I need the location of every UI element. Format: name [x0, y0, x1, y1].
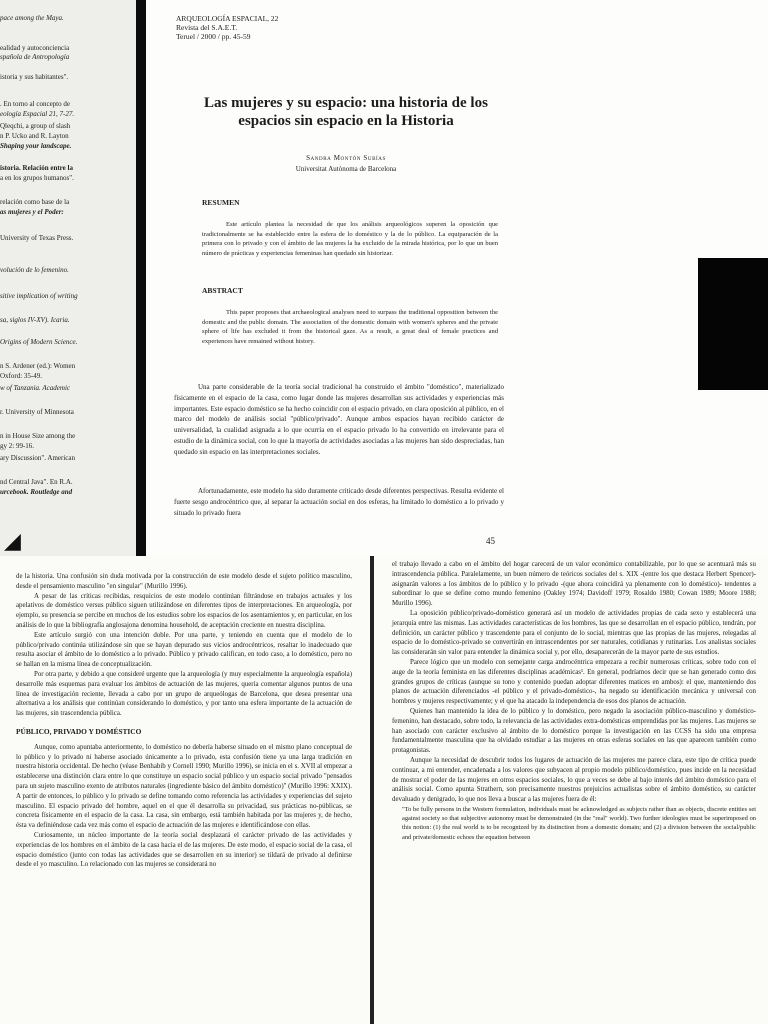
ref-line: n P. Ucko and R. Layton: [0, 132, 69, 140]
binding-shadow: [136, 0, 146, 556]
ref-line: eología Espacial 21, 7-27.: [0, 110, 75, 118]
article-affiliation: Universitat Autònoma de Barcelona: [295, 165, 397, 173]
body-paragraph: Curiosamente, un núcleo importante de la teoría social desplazará el carácter privado de las actividades y experiencias de los hombres en el ámbito de la casa hacia el de las mujeres. De este modo, el espacio social de la casa, el espacio doméstico (junto con todas las actividades que se desarrollen en su interior) se tildará de privado al definirse desde el yo masculino. Lo relacionado con las mujeres se considerará no: [16, 831, 352, 869]
block-quote: "To be fully persons in the Western formulation, individuals must be acknowledged as subjects rather than as objects, discrete entities set against society so that subjective autonomy must be demonstrated (in the "real" world). Two further ideologies must be superimposed on this notion: (1) the real world is to be recognized by its distinction from a domestic domain; and (2) a division between the social/public and private/domestic echoes the equation between: [402, 805, 756, 841]
ref-line: pace among the Maya.: [0, 14, 64, 22]
abstract-text: This paper proposes that archaeological analyses need to surpass the traditional opposition between the domestic and the public domain. The association of the domestic domain with women's spheres and the private sphere of life has excluded it from the historical gaze. As a result, a great deal of female practices and experiences have remained without history.: [202, 309, 498, 345]
body-paragraph: A pesar de las críticas recibidas, resquicios de este modelo continúan filtrándose en trabajos actuales y los apelativos de doméstico versus público siguen utilizándose en diferentes tipos de interpretaciones. En arqueología, por ejemplo, su presencia se percibe en muchos de los estudios sobre los espacios de los asentamientos y, en particular, en los análisis de lo que la bibliografía anglosajona denomina household, de aceptación creciente en nuestra disciplina.: [16, 592, 352, 629]
ref-line: relación como base de la: [0, 198, 70, 206]
body-paragraph: el trabajo llevado a cabo en el ámbito del hogar carecerá de un valor económico contabilizable, por lo que se acentuará más su intrascendencia pública. Paralelamente, un buen número de teóricos sociales del s. XIX -(entre los que destaca Herbert Spencer)- asignarán valores a los ámbitos de lo público y lo privado -(que ahora coincidirá ya plenamente con lo doméstico)- tendentes a subordinar lo que se define como mundo femenino (Oakley 1974; Davidoff 1979; Rosaldo 1980; Cowan 1989; Moore 1988; Murillo 1996).: [392, 561, 756, 608]
references-fragment: [0, 0, 136, 556]
page-number: 45: [486, 536, 495, 546]
article-page-right: [370, 556, 768, 1024]
resumen-heading: RESUMEN: [202, 198, 240, 207]
ref-line: Qleqchi, a group of slash: [0, 122, 71, 130]
body-paragraph: Este artículo surgió con una intención doble. Por una parte, y teniendo en cuenta que el modelo de lo público/privado continúa utilizándose sin que se hayan depurado sus vicios androcéntricos, resaltar lo inadecuado que resulta asociar el ámbito de lo doméstico a lo privado. Público y privado califican, en todo caso, a lo doméstico, pero no se hallan en la misma línea de conceptualización.: [16, 631, 352, 669]
body-paragraph: Aunque la necesidad de descubrir todos los lugares de actuación de las mujeres me parece clara, este tipo de crítica puede continuar, a mi entender, encadenada a los valores que subyacen al propio modelo público/doméstico, pues incide en la necesidad de mostrar el poder de las mujeres en otros espacios sociales, lo que a veces se debe al bajo interés del ámbito doméstico para el análisis social. Como apunta Strathern, son precisamente nuestros prejuicios actualistas sobre el ámbito doméstico, su carácter devaluado y denigrado, lo que nos lleva a buscar a las mujeres fuera de él:: [392, 756, 756, 804]
ref-line: n S. Ardener (ed.): Women: [0, 362, 76, 370]
resumen-text: Este artículo plantea la necesidad de que los análisis arqueológicos superen la oposición que tradicionalmente se ha establecido entre la esfera de lo doméstico y la de lo público. La equiparación de la primera con lo privado y con el ámbito de las mujeres la ha excluido de la mirada histórica, por lo que un buen número de prácticas y experiencias femeninas han quedado sin historizar.: [202, 221, 498, 257]
body-paragraph: de la historia. Una confusión sin duda motivada por la construcción de este modelo desde el sujeto político masculino, desde el pensamiento masculino "en singular" (Murillo 1996).: [16, 573, 352, 590]
ref-line: University of Texas Press.: [0, 234, 74, 242]
ref-line: urcebook. Routledge and: [0, 488, 73, 496]
page-text: [392, 560, 756, 842]
ref-line: Shaping your landscape.: [0, 142, 72, 150]
ref-line: spañola de Antropología: [0, 53, 70, 61]
body-paragraph: Quienes han mantenido la idea de lo público y lo doméstico, pero negado la asociación público-masculino y doméstico-femenino, han destacado, sobre todo, la relevancia de las actividades extra-domésticas emprendidas por las mujeres. Las mujeres se han asociado con carácter exclusivo al ámbito de lo doméstico porque la investigación en las CCSS ha sido una empresa fundamentalmente masculina que ha olvidado estudiar a las mujeres en otras esferas sociales en las que aparecen también como protagonistas.: [392, 707, 756, 755]
ref-line: sa, siglos IV-XV). Icaria.: [0, 316, 70, 324]
body-paragraph: Una parte considerable de la teoría social tradicional ha construido el ámbito "doméstico", materializado físicamente en el espacio de la casa, como lugar donde las mujeres desarrollan sus actividades y experiencias más importantes. Este espacio doméstico se ha hecho coincidir con el espacio privado, en clara oposición al público, en el marco del modelo de análisis social "público/privado". Aunque ambos espacios hayan recibido carácter de universalidad, la cualidad asignada a lo que ocurría en el espacio privado lo ha convertido en irrelevante para el estudio de la dinámica social, con lo que la mayoría de actividades asociadas a las mujeres han sido despreciadas, han quedado sin espacio en las interpretaciones sociales.: [174, 383, 504, 456]
ref-line: a en los grupos humanos".: [0, 174, 74, 182]
ref-line: . En torno al concepto de: [0, 100, 70, 108]
page-text: [16, 572, 352, 870]
article-author: Sandra Montón Subías: [306, 154, 386, 162]
ref-line: ealidad y autoconciencia: [0, 44, 70, 52]
section-heading: PÚBLICO, PRIVADO Y DOMÉSTICO: [16, 726, 142, 736]
journal-subtitle: Revista del S.A.E.T.: [176, 23, 238, 32]
article-first-page: [136, 0, 768, 556]
body-paragraph: Afortunadamente, este modelo ha sido duramente criticado desde diferentes perspectivas. Resulta evidente el fuerte sesgo androcéntrico que, al separar la actuación social en dos esferas, ha limitado lo doméstico a lo privado y situado lo privado fuera: [174, 487, 504, 517]
binding-shadow: [370, 556, 374, 1024]
ref-line: volución de lo femenino.: [0, 266, 69, 274]
previous-page-fragment: [0, 0, 136, 556]
body-paragraph: Parece lógico que un modelo con semejante carga androcéntrica empezara a recibir numerosas críticas, sobre todo con el auge de la teoría feminista en las diferentes disciplinas académicas¹. En general, podríamos decir que se han generado como dos grandes grupos de críticas (aunque su tono y contenido puedan adoptar diferentes matices en ambos): el que, manteniendo dos planos de actuación diferenciados -el público y el privado-doméstico-, ha negado su identificación mecánica y universal con hombres y mujeres respectivamente; y el que ha atacado la independencia de esos dos planos de actuación.: [392, 658, 756, 706]
ref-line: nd Central Java". En R.A.: [0, 478, 73, 486]
ref-line: Origins of Modern Science.: [0, 338, 78, 346]
ref-line: n in House Size among the: [0, 432, 76, 440]
journal-citation: Teruel / 2000 / pp. 45-59: [176, 32, 251, 41]
ref-line: r. University of Minnesota: [0, 408, 74, 416]
scan-corner-mark: ◢: [4, 528, 21, 553]
ref-line: sitive implication of writing: [0, 292, 78, 300]
ref-line: Oxford: 35-49.: [0, 372, 42, 380]
body-paragraph: Aunque, como apuntaba anteriormente, lo doméstico no debería haberse situado en el mismo plano conceptual de lo público y lo privado ni haberse asociado únicamente a lo privado, esta confusión tiene ya una larga tradición en nuestra historia occidental. De hecho (véase Benhabib y Cornell 1990; Murillo 1996), se inicia en el s. XVII al empezar a establecerse una distinción clara entre lo que constituye un espacio social público y un espacio social privado "pensados para un sujeto masculino exento de atributos naturales (ingrediente básico del ámbito doméstico)" (Murillo 1996: XXIX). A partir de entonces, lo público y lo privado se define tomando como referencia las actividades y experiencias del sujeto masculino. El espacio privado del hombre, aquel en el que él desarrolla su privacidad, sus prácticas no-públicas, se concreta físicamente en el espacio de la casa. La casa, sin embargo, está también habitada por las mujeres y, de hecho, ésta va definiéndose cada vez más como el espacio de actuación de las mujeres e identificándose con ellas.: [16, 743, 352, 830]
ref-line: as mujeres y el Poder:: [0, 208, 64, 216]
ref-line: gy 2: 99-16.: [0, 442, 35, 450]
journal-name: ARQUEOLOGÍA ESPACIAL, 22: [176, 14, 279, 23]
ref-line: istoria y sus habitantes".: [0, 73, 69, 81]
ref-line: ary Discussion". American: [0, 454, 75, 462]
scan-black-tab: [698, 258, 768, 390]
body-paragraph: Por otra parte, y debido a que consideré urgente que la arqueología (y muy especialmente la arqueología española) desarrolle más esquemas para evaluar los ámbitos de actuación de las mujeres, quería comentar algunos puntos de una línea de investigación reciente, llevada a cabo por un grupo de arqueólogas de Barcelona, que desea presentar una alternativa a los análisis que continúan considerando lo doméstico, y por tanto una esfera importante de la actuación de las mujeres, sin trascendencia pública.: [16, 670, 352, 718]
article-title: Las mujeres y su espacio: una historia de los espacios sin espacio en la Historia: [204, 95, 488, 129]
ref-line: istoria. Relación entre la: [0, 164, 73, 172]
journal-header: [176, 14, 278, 41]
body-paragraph: La oposición público/privado-doméstico generará así un modelo de actividades propias de cada sexo y establecerá una jerarquía entre las mismas. Las actividades características de los hombres, las que se desarrollan en el espacio público, tendrán, por definición, un carácter público y trascendente para el conjunto de lo social, mientras que las propias de las mujeres, relegadas al espacio de lo doméstico-privado se convertirán en intrascendentes por ser naturales, cotidianas y rutinarias. Los analistas sociales las considerarán sin valor para entender la dinámica social y, por ello, desaparecerán de la mayor parte de sus estudios.: [392, 609, 756, 657]
article-page-left: [0, 556, 370, 1024]
ref-line: w of Tanzania. Academic: [0, 384, 71, 392]
abstract-heading: ABSTRACT: [202, 286, 243, 295]
